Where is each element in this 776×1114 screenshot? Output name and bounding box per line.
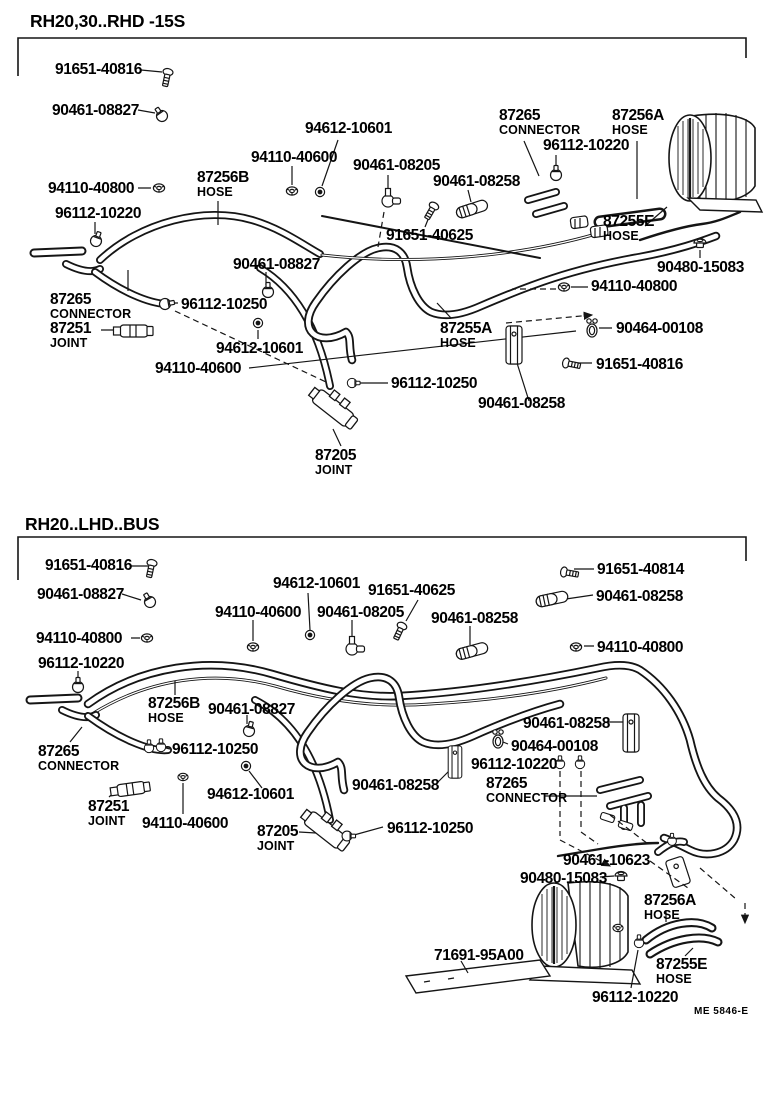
part-number: 94110-40800: [48, 180, 135, 197]
part-number: 90461-08258: [523, 715, 610, 732]
part-label: [612, 108, 664, 137]
part-label: [233, 257, 320, 273]
part-label: [273, 576, 360, 592]
part-number: 94612-10601: [216, 340, 303, 357]
part-number: 94110-40600: [142, 815, 229, 832]
part-label: [142, 816, 228, 832]
part-label: [511, 739, 598, 755]
part-label: [197, 170, 249, 199]
part-label: [181, 297, 267, 313]
part-number: 87256A: [612, 107, 664, 124]
part-number: 91651-40814: [597, 561, 684, 578]
part-number: 90480-15083: [520, 870, 607, 887]
part-number: 94110-40800: [591, 278, 678, 295]
part-descriptor: HOSE: [644, 907, 680, 922]
part-label: [352, 778, 439, 794]
part-number: 91651-40816: [55, 61, 142, 78]
part-number: 91651-40816: [596, 356, 683, 373]
part-number: 87256B: [148, 695, 200, 712]
part-descriptor: HOSE: [612, 122, 648, 137]
part-label: [315, 448, 356, 477]
part-descriptor: JOINT: [257, 838, 295, 853]
part-descriptor: HOSE: [148, 710, 184, 725]
part-label: [251, 150, 337, 166]
part-number: 90461-08258: [352, 777, 439, 794]
part-label: [368, 583, 455, 599]
part-number: 90461-08827: [233, 256, 320, 273]
part-label: [543, 138, 629, 154]
part-number: 87251: [50, 320, 92, 337]
part-number: 90461-08258: [478, 395, 565, 412]
part-label: [50, 292, 131, 321]
part-descriptor: HOSE: [603, 228, 639, 243]
part-number: 87256A: [644, 892, 696, 909]
part-number: 96112-10220: [471, 756, 558, 773]
part-number: 96112-10250: [391, 375, 478, 392]
part-descriptor: HOSE: [197, 184, 233, 199]
part-number: 96112-10220: [38, 655, 125, 672]
part-number: 71691-95A00: [434, 947, 524, 964]
section-title-lhd-bus: RH20..LHD..BUS: [25, 514, 160, 534]
part-label: [596, 589, 683, 605]
part-label: [257, 824, 298, 853]
part-label: [596, 357, 683, 373]
part-number: 96112-10250: [181, 296, 268, 313]
part-label: [208, 702, 295, 718]
part-number: 87255E: [656, 956, 708, 973]
part-label: [38, 656, 124, 672]
part-number: 87265: [499, 107, 541, 124]
part-number: 87265: [50, 291, 92, 308]
part-label: [616, 321, 703, 337]
part-number: 94110-40800: [36, 630, 123, 647]
drawing-code: ME 5846-E: [694, 1006, 749, 1017]
part-label: [37, 587, 124, 603]
part-number: 90461-08827: [208, 701, 295, 718]
blower-motor: [530, 881, 640, 984]
part-label: [603, 214, 654, 243]
part-descriptor: CONNECTOR: [50, 306, 132, 321]
part-number: 91651-40816: [45, 557, 132, 574]
part-number: 87205: [257, 823, 299, 840]
part-number: 94110-40600: [251, 149, 338, 166]
part-descriptor: JOINT: [50, 335, 88, 350]
part-number: 90461-08205: [353, 157, 440, 174]
part-number: 87256B: [197, 169, 249, 186]
part-number: 90464-00108: [616, 320, 703, 337]
part-label: [387, 821, 473, 837]
part-number: 87265: [486, 775, 528, 792]
part-label: [353, 158, 440, 174]
part-number: 94612-10601: [207, 786, 294, 803]
part-label: [644, 893, 696, 922]
part-number: 96112-10220: [592, 989, 679, 1006]
part-label: [36, 631, 122, 647]
part-label: [55, 62, 142, 78]
part-number: 87205: [315, 447, 357, 464]
part-label: [215, 605, 301, 621]
part-label: [657, 260, 744, 276]
part-number: 94612-10601: [273, 575, 360, 592]
part-label: [440, 321, 492, 350]
part-label: [478, 396, 565, 412]
part-number: 94110-40600: [215, 604, 302, 621]
part-label: [55, 206, 141, 222]
part-label: [591, 279, 677, 295]
part-label: [50, 321, 91, 350]
part-label: [433, 174, 520, 190]
part-label: [656, 957, 707, 986]
part-label: [155, 361, 241, 377]
part-number: 90461-08827: [37, 586, 124, 603]
part-descriptor: CONNECTOR: [38, 758, 120, 773]
part-label: [216, 341, 303, 357]
part-number: 91651-40625: [386, 227, 473, 244]
part-number: 91651-40625: [368, 582, 455, 599]
part-label: [486, 776, 567, 805]
section-title-rhd: RH20,30..RHD -15S: [30, 11, 186, 31]
part-number: 96112-10220: [543, 137, 630, 154]
part-label: [499, 108, 580, 137]
part-label: [592, 990, 678, 1006]
part-number: 90461-10623: [563, 852, 650, 869]
part-number: 90461-08258: [433, 173, 520, 190]
part-descriptor: HOSE: [656, 971, 692, 986]
part-number: 90461-08205: [317, 604, 404, 621]
part-descriptor: CONNECTOR: [499, 122, 581, 137]
part-label: [597, 640, 683, 656]
part-descriptor: CONNECTOR: [486, 790, 568, 805]
part-number: 96112-10250: [387, 820, 474, 837]
part-number: 96112-10250: [172, 741, 259, 758]
blower-motor: [669, 113, 762, 212]
part-label: [523, 716, 610, 732]
part-number: 90480-15083: [657, 259, 744, 276]
part-number: 87255A: [440, 320, 492, 337]
part-number: 96112-10220: [55, 205, 142, 222]
part-label: [597, 562, 684, 578]
part-label: [38, 744, 119, 773]
part-number: 90464-00108: [511, 738, 598, 755]
part-label: [52, 103, 139, 119]
part-label: [434, 948, 524, 964]
part-label: [172, 742, 258, 758]
part-label: [207, 787, 294, 803]
part-label: [45, 558, 132, 574]
part-label: [431, 611, 518, 627]
part-label: [48, 181, 134, 197]
part-descriptor: JOINT: [88, 813, 126, 828]
part-number: 87255E: [603, 213, 655, 230]
part-label: [317, 605, 404, 621]
part-number: 90461-08258: [431, 610, 518, 627]
part-label: [391, 376, 477, 392]
part-label: [88, 799, 129, 828]
part-label: [305, 121, 392, 137]
part-number: 90461-08827: [52, 102, 139, 119]
part-label: [386, 228, 473, 244]
part-label: [563, 853, 650, 869]
part-number: 94110-40600: [155, 360, 242, 377]
part-number: 94110-40800: [597, 639, 684, 656]
part-label: [471, 757, 557, 773]
part-label: [520, 871, 607, 887]
part-number: 90461-08258: [596, 588, 683, 605]
part-number: 94612-10601: [305, 120, 392, 137]
part-label: [148, 696, 200, 725]
part-number: 87251: [88, 798, 130, 815]
part-descriptor: JOINT: [315, 462, 353, 477]
part-number: 87265: [38, 743, 80, 760]
part-descriptor: HOSE: [440, 335, 476, 350]
